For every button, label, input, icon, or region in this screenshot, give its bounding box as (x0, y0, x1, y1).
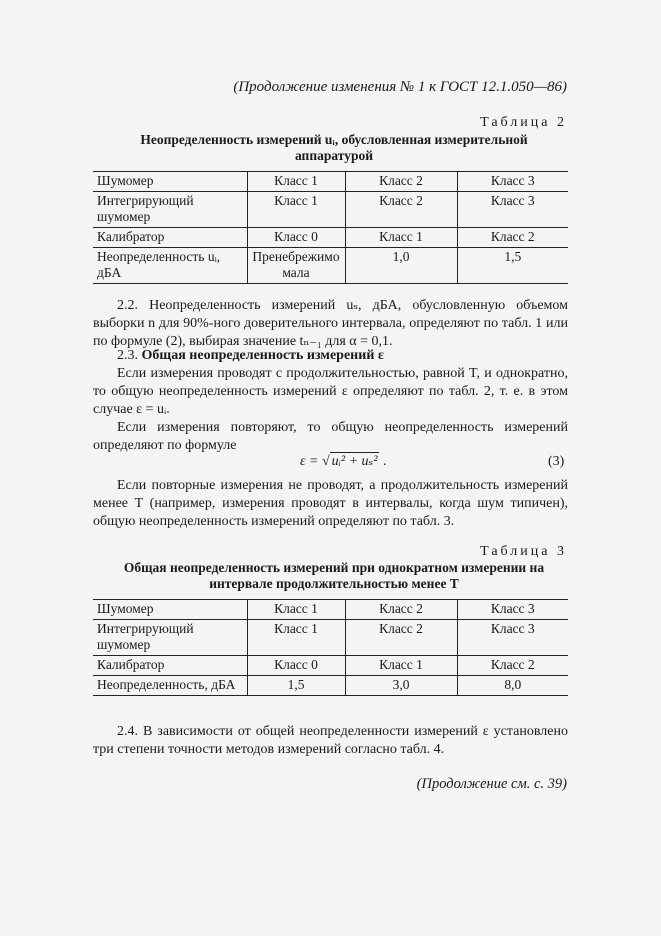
table-cell: Шумомер (93, 172, 247, 192)
formula-radicand: uᵢ² + uₛ² (331, 454, 378, 469)
formula-number: (3) (548, 454, 565, 469)
table-row (93, 676, 568, 696)
table-cell: 1,5 (457, 248, 568, 284)
table3-title: Общая неопределенность измерений при однократном измерении на интервале продолжительностью менее T (123, 560, 545, 591)
table-cell: Неопределенность uᵢ, дБА (93, 248, 247, 284)
paragraph-2-2: 2.2. Неопределенность измерений uₛ, дБА, обусловленную объемом выборки n для 90%-ного доверительного интервала, определяют по табл. 1 или по формуле (2), выбирая значение tₙ₋₁ для α = 0,1. (93, 298, 568, 349)
paragraph-2-3-heading (93, 347, 568, 365)
table-cell: Класс 2 (457, 656, 568, 676)
table-row (93, 600, 568, 620)
running-header: (Продолжение изменения № 1 к ГОСТ 12.1.050—86) (233, 79, 567, 95)
table-cell: Класс 3 (457, 192, 568, 228)
table-cell: Класс 0 (247, 656, 345, 676)
table-cell: Класс 2 (457, 228, 568, 248)
table-cell: Класс 0 (247, 228, 345, 248)
paragraph-repeat-measurement: Если измерения повторяют, то общую неопределенность измерений определяют по формуле (93, 420, 568, 453)
table-row (93, 192, 568, 228)
table-cell: 8,0 (457, 676, 568, 696)
table-cell: Шумомер (93, 600, 247, 620)
formula-lhs: ε = (300, 454, 319, 469)
table-cell: Класс 1 (247, 192, 345, 228)
table-cell: Класс 3 (457, 620, 568, 656)
section-title: Общая неопределенность измерений ε (141, 348, 384, 363)
table-row (93, 228, 568, 248)
section-number: 2.3. (117, 348, 138, 363)
table-row (93, 248, 568, 284)
sqrt-sign: √ (321, 454, 330, 469)
table-cell: 1,5 (247, 676, 345, 696)
formula-dot: . (382, 454, 387, 469)
table-cell: 1,0 (345, 248, 457, 284)
table-cell: Класс 1 (247, 172, 345, 192)
table-cell: Неопределенность, дБА (93, 676, 247, 696)
table2-title: Неопределенность измерений uᵢ, обусловленная измерительной аппаратурой (140, 132, 528, 163)
table-cell: Калибратор (93, 228, 247, 248)
table-cell: Класс 2 (345, 172, 457, 192)
table3 (93, 599, 568, 696)
paragraph-no-repeat: Если повторные измерения не проводят, а продолжительность измерений менее T (например, измерения проводят в интервалы, когда шум типичен), общую неопределенность измерений определяют по табл. 3. (93, 478, 568, 529)
table-row (93, 172, 568, 192)
table2 (93, 171, 568, 284)
table-cell: Класс 3 (457, 172, 568, 192)
table-cell: Класс 1 (345, 228, 457, 248)
table-cell: Класс 1 (247, 600, 345, 620)
table-row (93, 656, 568, 676)
running-footer: (Продолжение см. с. 39) (416, 776, 567, 792)
table-cell: Интегрирующий шумомер (93, 620, 247, 656)
table-cell: Класс 1 (345, 656, 457, 676)
table3-label: Таблица 3 (480, 544, 567, 559)
table-row (93, 620, 568, 656)
table2-label: Таблица 2 (480, 115, 567, 130)
table-cell: Класс 2 (345, 620, 457, 656)
table-cell: Класс 2 (345, 192, 457, 228)
table-cell: Класс 3 (457, 600, 568, 620)
formula-3 (300, 452, 386, 470)
table-cell: Класс 2 (345, 600, 457, 620)
table-cell: Класс 1 (247, 620, 345, 656)
table-cell: Интегрирующий шумомер (93, 192, 247, 228)
table-cell: Калибратор (93, 656, 247, 676)
table-cell: 3,0 (345, 676, 457, 696)
paragraph-2-4: 2.4. В зависимости от общей неопределенности измерений ε установлено три степени точности методов измерений согласно табл. 4. (93, 724, 568, 757)
paragraph-single-measurement: Если измерения проводят с продолжительностью, равной T, и однократно, то общую неопределенность измерений ε определяют по табл. 2, т. е. в этом случае ε = uᵢ. (93, 366, 568, 417)
table-cell: Пренебрежимо мала (247, 248, 345, 284)
